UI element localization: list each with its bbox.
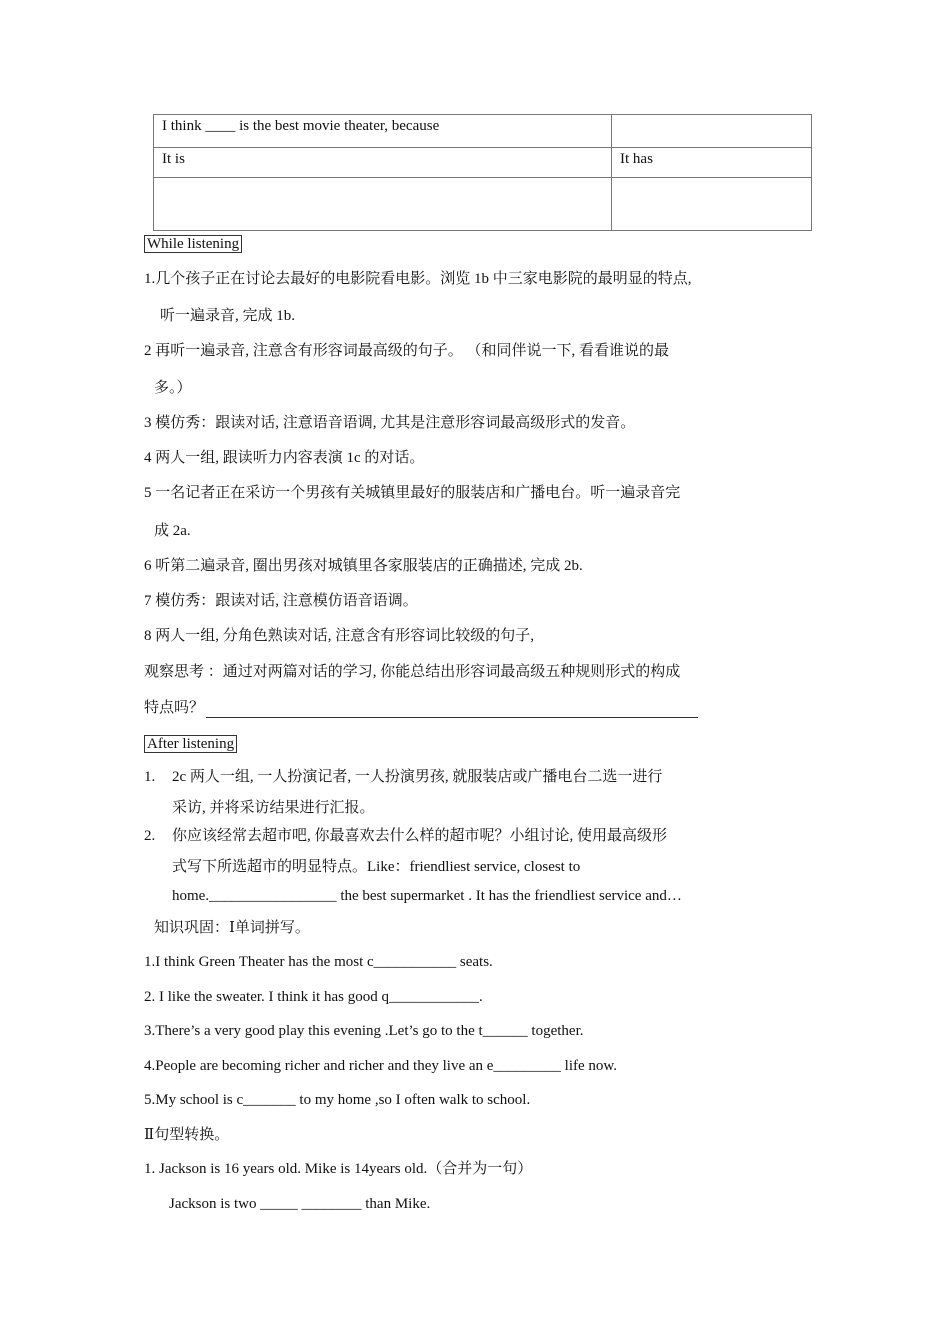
table-cell [612, 115, 812, 148]
table-cell: It is [154, 148, 612, 178]
while-listening-heading: While listening [144, 234, 242, 254]
while-line: 多。） [154, 380, 192, 396]
after-item-line: 采访, 并将采访结果进行汇报。 [172, 800, 375, 816]
while-line: 成 2a. [154, 523, 191, 539]
after-item-line: home._________________ the best supermarket . It has the friendliest service and… [172, 888, 682, 904]
after-item-line: 2c 两人一组, 一人扮演记者, 一人扮演男孩, 就服装店或广播电台二选一进行 [172, 769, 663, 785]
after-item-number: 2. [144, 828, 156, 844]
transform-heading: Ⅱ句型转换。 [144, 1127, 230, 1143]
table-cell: I think ____ is the best movie theater, because [154, 115, 612, 148]
after-item-number: 1. [144, 769, 156, 785]
while-line: 7 模仿秀：跟读对话, 注意模仿语音语调。 [144, 593, 418, 609]
while-line: 1.几个孩子正在讨论去最好的电影院看电影。浏览 1b 中三家电影院的最明显的特点, [144, 271, 692, 287]
while-line: 观察思考 ：通过对两篇对话的学习, 你能总结出形容词最高级五种规则形式的构成 [144, 664, 681, 680]
while-line: 听一遍录音, 完成 1b. [160, 308, 296, 324]
spelling-item: 1.I think Green Theater has the most c___________ seats. [144, 954, 493, 970]
while-line: 2 再听一遍录音, 注意含有形容词最高级的句子。 （和同伴说一下, 看看谁说的最 [144, 343, 670, 359]
while-line: 4 两人一组, 跟读听力内容表演 1c 的对话。 [144, 450, 425, 466]
table-cell [154, 178, 612, 231]
after-item-line: 式写下所选超市的明显特点。Like：friendliest service, closest to [172, 859, 581, 875]
while-line: 3 模仿秀：跟读对话, 注意语音语调, 尤其是注意形容词最高级形式的发音。 [144, 415, 636, 431]
answer-blank-line [206, 703, 698, 718]
spelling-item: 3.There’s a very good play this evening .Let’s go to the t______ together. [144, 1023, 584, 1039]
transform-item: 1. Jackson is 16 years old. Mike is 14years old.（合并为一句） [144, 1161, 533, 1177]
while-line: 8 两人一组, 分角色熟读对话, 注意含有形容词比较级的句子, [144, 628, 535, 644]
after-listening-heading: After listening [144, 734, 237, 754]
table-cell: It has [612, 148, 812, 178]
spelling-item: 2. I like the sweater. I think it has good q____________. [144, 989, 483, 1005]
after-item-line: 你应该经常去超市吧, 你最喜欢去什么样的超市呢？小组讨论, 使用最高级形 [172, 828, 668, 844]
spelling-item: 4.People are becoming richer and richer and they live an e_________ life now. [144, 1058, 618, 1074]
transform-answer: Jackson is two _____ ________ than Mike. [169, 1196, 431, 1212]
spelling-item: 5.My school is c_______ to my home ,so I often walk to school. [144, 1092, 531, 1108]
while-line-answer: 特点吗？ [144, 698, 698, 718]
movie-theater-table [153, 114, 812, 231]
while-line: 6 听第二遍录音, 圈出男孩对城镇里各家服装店的正确描述, 完成 2b. [144, 558, 583, 574]
consolidation-heading: 知识巩固：Ⅰ单词拼写。 [154, 920, 310, 936]
while-line: 5 一名记者正在采访一个男孩有关城镇里最好的服装店和广播电台。听一遍录音完 [144, 485, 681, 501]
table-cell [612, 178, 812, 231]
